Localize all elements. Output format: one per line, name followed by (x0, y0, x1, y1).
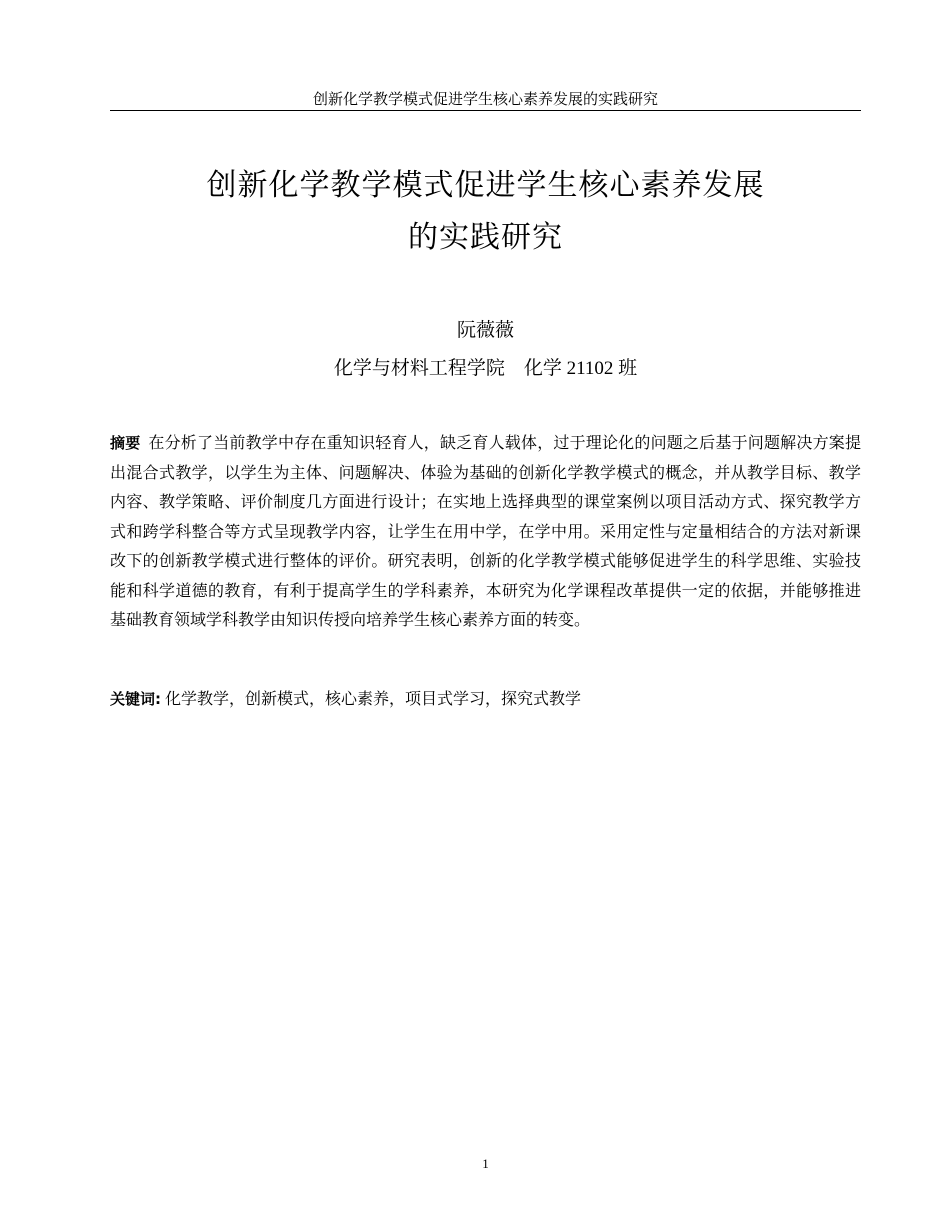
paper-title-line-1: 创新化学教学模式促进学生核心素养发展 (206, 168, 765, 203)
author-name: 阮薇薇 (456, 320, 514, 341)
abstract-section (110, 429, 861, 636)
keywords-label: 关键词: (110, 690, 161, 708)
abstract-text: 在分析了当前教学中存在重知识轻育人，缺乏育人载体，过于理论化的问题之后基于问题解决方案提出混合式教学，以学生为主体、问题解决、体验为基础的创新化学教学模式的概念，并从教学目标、教学内容、教学策略、评价制度几方面进行设计；在实地上选择典型的课堂案例以项目活动方式、探究教学方式和跨学科整合等方式呈现教学内容，让学生在用中学，在学中用。采用定性与定量相结合的方法对新课改下的创新教学模式进行整体的评价。研究表明，创新的化学教学模式能够促进学生的科学思维、实验技能和科学道德的教育，有利于提高学生的学科素养，本研究为化学课程改革提供一定的依据，并能够推进基础教育领域学科教学由知识传授向培养学生核心素养方面的转变。 (110, 435, 861, 629)
header-rule (110, 110, 861, 111)
paper-title-line-2: 的实践研究 (408, 220, 563, 255)
paper-title (110, 160, 861, 264)
keywords-section (110, 685, 861, 714)
abstract-label: 摘要 (110, 434, 141, 452)
running-header: 创新化学教学模式促进学生核心素养发展的实践研究 (312, 92, 658, 108)
author-affiliation: 化学与材料工程学院 化学 21102 班 (333, 358, 638, 379)
keywords-text: 化学教学，创新模式，核心素养，项目式学习，探究式教学 (161, 691, 582, 708)
page-number: 1 (482, 1156, 489, 1171)
